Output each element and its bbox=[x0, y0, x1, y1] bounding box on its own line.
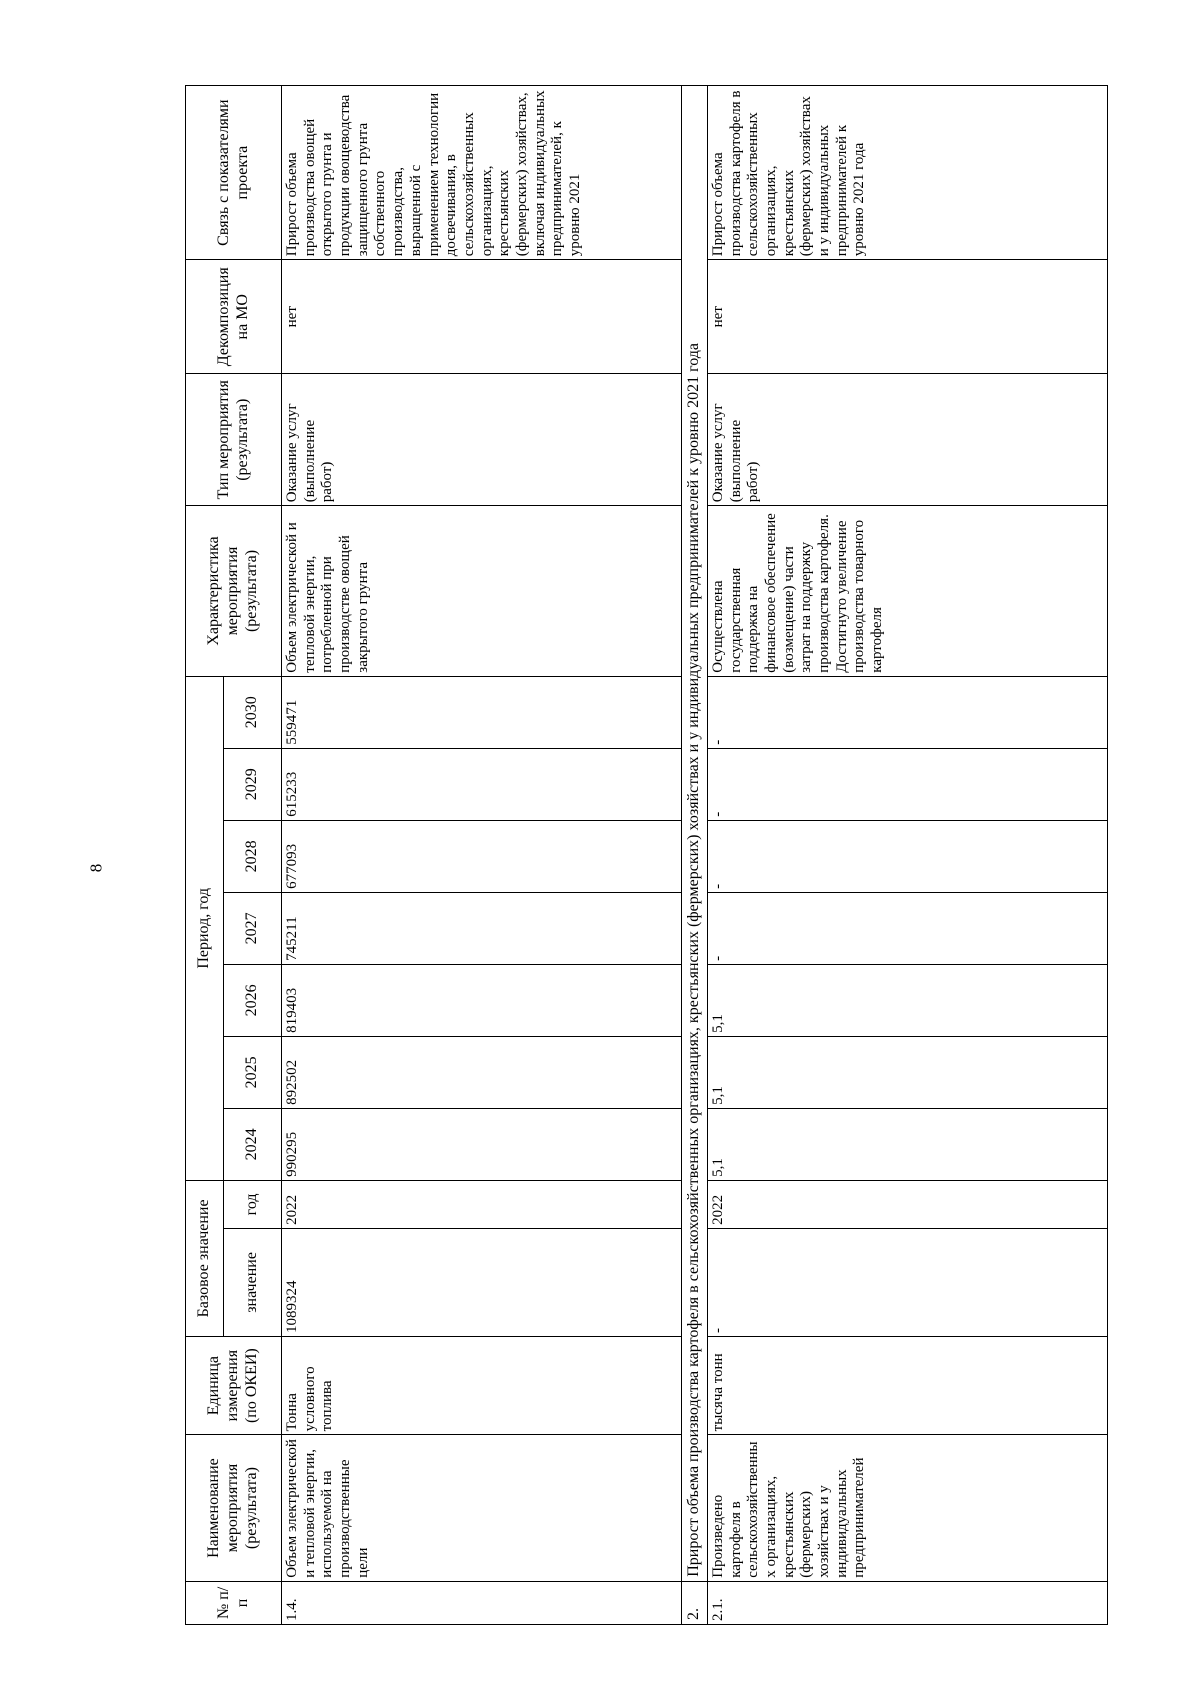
row-base-year: 2022 bbox=[282, 1180, 682, 1228]
row-year-value: 892502 bbox=[282, 1036, 682, 1108]
table-row bbox=[707, 86, 1107, 1625]
results-table bbox=[185, 85, 1108, 1625]
col-year-header: 2025 bbox=[224, 1036, 282, 1108]
row-year-value: 559471 bbox=[282, 676, 682, 748]
col-year-header: 2027 bbox=[224, 892, 282, 964]
col-period-header: Период, год bbox=[186, 676, 224, 1180]
row-year-value: - bbox=[707, 820, 1107, 892]
table-row bbox=[282, 86, 682, 1625]
col-year-header: 2030 bbox=[224, 676, 282, 748]
row-type: Оказание услуг (выполнение работ) bbox=[282, 374, 682, 506]
row-year-value: - bbox=[707, 892, 1107, 964]
col-base-value-header: значение bbox=[224, 1228, 282, 1336]
col-link-header: Связь с показателями проекта bbox=[186, 86, 282, 260]
row-link: Прирост объема производства овощей открытого грунта и продукции овощеводства защищенного грунта собственного производства, выращенной с применением технологии досвечивания, в сельскохозяйственных организациях, крестьянских (фермерских) хозяйствах, включая индивидуальных предпринимателей, к уровню 2021 bbox=[282, 86, 682, 260]
row-decomposition: нет bbox=[282, 260, 682, 374]
row-num: 2.1. bbox=[707, 1581, 1107, 1624]
row-characteristic: Объем электрической и тепловой энергии, потребленной при производстве овощей закрытого грунта bbox=[282, 506, 682, 676]
col-decomposition-header: Декомпозиция на МО bbox=[186, 260, 282, 374]
row-link: Прирост объема производства картофеля в сельскохозяйственных организациях, крестьянских (фермерских) хозяйствах и у индивидуальных предпринимателей к уровню 2021 года bbox=[707, 86, 1107, 260]
row-year-value: 745211 bbox=[282, 892, 682, 964]
row-year-value: 5,1 bbox=[707, 1036, 1107, 1108]
row-year-value: 819403 bbox=[282, 964, 682, 1036]
row-unit: Тонна условного топлива bbox=[282, 1336, 682, 1434]
col-year-header: 2024 bbox=[224, 1108, 282, 1180]
col-year-header: 2026 bbox=[224, 964, 282, 1036]
section-row bbox=[682, 86, 708, 1625]
section-num: 2. bbox=[682, 1581, 708, 1624]
row-year-value: 677093 bbox=[282, 820, 682, 892]
col-year-header: 2029 bbox=[224, 748, 282, 820]
header-row-1 bbox=[186, 86, 224, 1625]
row-year-value: 5,1 bbox=[707, 964, 1107, 1036]
row-decomposition: нет bbox=[707, 260, 1107, 374]
row-base-value: 1089324 bbox=[282, 1228, 682, 1336]
col-name-header: Наименование мероприятия (результата) bbox=[186, 1435, 282, 1581]
col-base-header: Базовое значение bbox=[186, 1180, 224, 1336]
col-num-header: № п/п bbox=[186, 1581, 282, 1624]
row-year-value: 615233 bbox=[282, 748, 682, 820]
row-name: Произведено картофеля в сельскохозяйственных организациях, крестьянских (фермерских) хозяйствах и у индивидуальных предпринимателей bbox=[707, 1435, 1107, 1581]
row-year-value: 990295 bbox=[282, 1108, 682, 1180]
col-base-year-header: год bbox=[224, 1180, 282, 1228]
row-year-value: - bbox=[707, 676, 1107, 748]
row-characteristic: Осуществлена государственная поддержка на финансовое обеспечение (возмещение) части затрат на поддержку производства картофеля. Достигнуто увеличение производства товарного картофеля bbox=[707, 506, 1107, 676]
col-year-header: 2028 bbox=[224, 820, 282, 892]
row-num: 1.4. bbox=[282, 1581, 682, 1624]
row-year-value: - bbox=[707, 748, 1107, 820]
row-base-value: - bbox=[707, 1228, 1107, 1336]
row-type: Оказание услуг (выполнение работ) bbox=[707, 374, 1107, 506]
col-type-header: Тип мероприятия (результата) bbox=[186, 374, 282, 506]
row-year-value: 5,1 bbox=[707, 1108, 1107, 1180]
section-title: Прирост объема производства картофеля в сельскохозяйственных организациях, крестьянских (фермерских) хозяйствах и у индивидуальных предпринимателей к уровню 2021 года bbox=[682, 86, 708, 1582]
rotated-table-container bbox=[185, 85, 1185, 1625]
page-number: 8 bbox=[86, 863, 106, 873]
row-base-year: 2022 bbox=[707, 1180, 1107, 1228]
col-unit-header: Единица измерения (по ОКЕИ) bbox=[186, 1336, 282, 1434]
row-unit: тысяча тонн bbox=[707, 1336, 1107, 1434]
row-name: Объем электрической и тепловой энергии, используемой на производственные цели bbox=[282, 1435, 682, 1581]
col-characteristic-header: Характеристика мероприятия (результата) bbox=[186, 506, 282, 676]
